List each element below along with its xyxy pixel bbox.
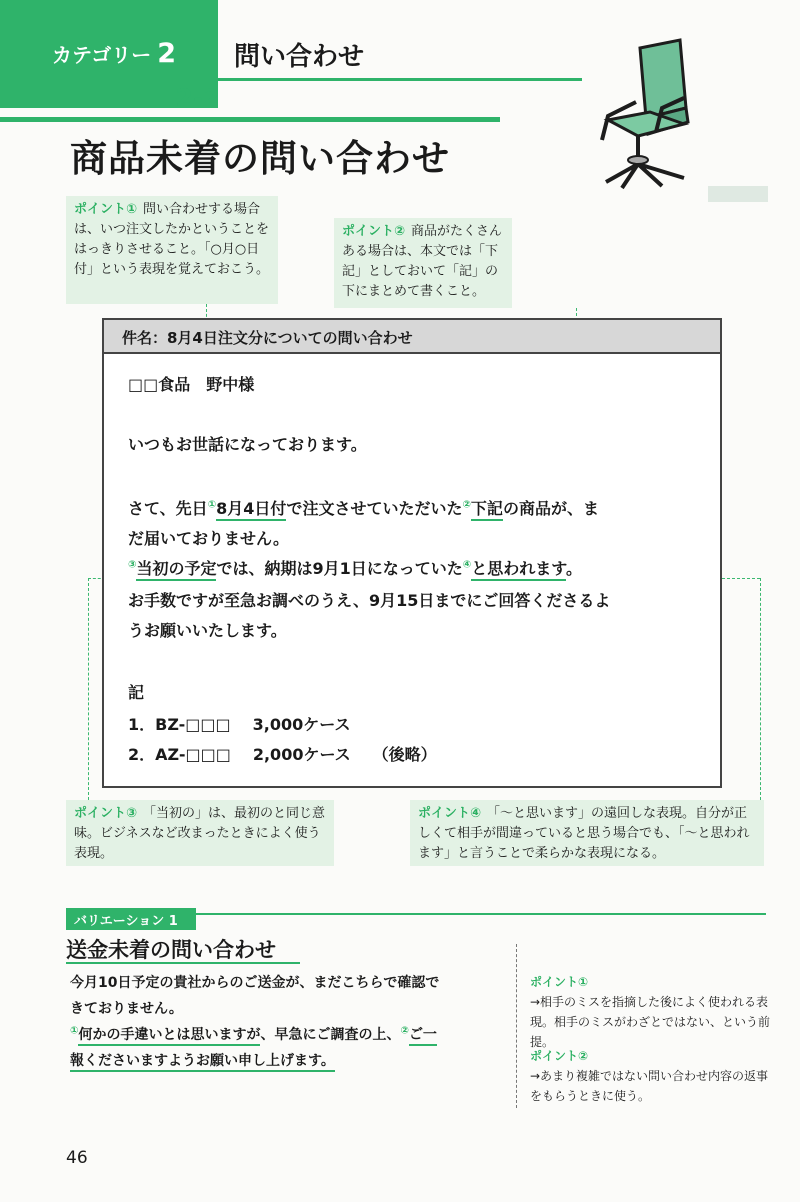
- email-line-1-post: の商品が、ま: [502, 499, 599, 518]
- page-number: 46: [66, 1148, 88, 1168]
- point-3-box: [66, 800, 334, 866]
- email-ki: 記: [128, 683, 145, 702]
- office-chair-illustration: [588, 36, 698, 196]
- marker-3: ③: [128, 559, 137, 571]
- email-greeting: いつもお世話になっております。: [128, 435, 367, 454]
- point-4-box: [410, 800, 764, 866]
- marker-4: ④: [462, 559, 472, 571]
- email-line-1-mid: で注文させていただいた: [286, 499, 463, 518]
- variation-point-2: [530, 1046, 770, 1106]
- section-rule: [0, 117, 500, 122]
- variation-line-3: [70, 1024, 437, 1044]
- underline-point-3: 当初の予定: [136, 559, 216, 581]
- email-line-3: [128, 556, 582, 579]
- item-1-code: 1．BZ-□□□: [128, 715, 231, 734]
- variation-underline-2a: ご一: [409, 1027, 437, 1046]
- variation-line-2: きておりません。: [70, 1001, 183, 1017]
- email-item-1: [128, 712, 350, 735]
- item-2-note: （後略）: [372, 745, 437, 764]
- point-2-label: ポイント②: [342, 224, 406, 239]
- email-line-4: お手数ですが至急お調べのうえ、9月15日までにご回答くださるよ: [128, 591, 611, 610]
- point-1-text: 問い合わせする場合は、いつ注文したかということをはっきりさせること。「○月○日付」という表現を覚えておこう。: [74, 202, 270, 277]
- header-rule: [218, 78, 582, 81]
- section-number: 2-2: [176, 84, 220, 112]
- email-line-2: だ届いておりません。: [128, 529, 289, 548]
- bleed-through-band: [708, 186, 768, 202]
- point-4-text: 「～と思います」の遠回しな表現。自分が正しくて相手が間違っていると思う場合でも、「～と思われます」と言うことで柔らかな表現になる。: [418, 806, 750, 861]
- variation-separator: [516, 944, 517, 1108]
- variation-tag: バリエーション 1: [66, 908, 196, 930]
- email-line-1: [128, 496, 599, 519]
- variation-line-4: [70, 1050, 335, 1070]
- item-2-code: 2．AZ-□□□: [128, 745, 231, 764]
- category-number: 2: [157, 38, 176, 69]
- point-1-label: ポイント①: [74, 202, 138, 217]
- variation-title: 送金未着の問い合わせ: [66, 938, 276, 962]
- variation-title-rule: [66, 962, 300, 964]
- point-2-box: [334, 218, 512, 308]
- underline-point-1: 8月4日付: [216, 499, 286, 521]
- variation-line-1: 今月10日予定の貴社からのご送金が、まだこちらで確認で: [70, 975, 440, 991]
- variation-underline-1: 何かの手違いとは思いますが: [78, 1027, 260, 1046]
- variation-point-1: [530, 972, 770, 1052]
- underline-point-2: 下記: [471, 499, 503, 521]
- email-line-1-pre: さて、先日: [128, 499, 208, 518]
- email-line-5: うお願いいたします。: [128, 621, 287, 640]
- variation-point-2-label: ポイント②: [530, 1049, 589, 1063]
- category-label-text: カテゴリー: [52, 43, 152, 67]
- point-3-text: 「当初の」は、最初のと同じ意味。ビジネスなど改まったときによく使う表現。: [74, 806, 326, 861]
- connector-point-3-v: [88, 578, 89, 800]
- page-title: 商品未着の問い合わせ: [70, 137, 450, 180]
- variation-underline-2b: 報くださいますようお願い申し上げます。: [70, 1053, 335, 1072]
- email-subject: 件名：8月4日注文分についての問い合わせ: [104, 320, 720, 354]
- variation-marker-2: ②: [400, 1025, 409, 1037]
- category-title: 問い合わせ: [234, 42, 365, 72]
- item-2-qty: 2,000ケース: [252, 745, 351, 764]
- category-label: [52, 38, 176, 69]
- variation-point-2-text: →あまり複雑ではない問い合わせ内容の返事をもらうときに使う。: [530, 1069, 769, 1103]
- point-1-box: [66, 196, 278, 304]
- underline-point-4: と思われます: [471, 559, 566, 581]
- email-addressee: □□食品 野中様: [128, 375, 255, 394]
- variation-line-3-mid: 、早急にご調査の上、: [260, 1027, 401, 1043]
- email-item-2: [128, 742, 437, 765]
- variation-point-1-text: →相手のミスを指摘した後によく使われる表現。相手のミスがわざとではない、という前提。: [530, 995, 771, 1049]
- point-3-label: ポイント③: [74, 806, 138, 821]
- marker-2: ②: [462, 499, 471, 511]
- email-line-3-post: 。: [565, 559, 582, 578]
- email-line-3-mid: では、納期は9月1日になっていた: [216, 559, 463, 578]
- marker-1: ①: [207, 499, 217, 511]
- connector-point-4-v: [760, 578, 761, 800]
- point-4-label: ポイント④: [418, 806, 482, 821]
- item-1-qty: 3,000ケース: [252, 715, 351, 734]
- variation-point-1-label: ポイント①: [530, 975, 589, 989]
- point-2-text: 商品がたくさんある場合は、本文では「下記」としておいて「記」の下にまとめて書くこと。: [342, 224, 503, 299]
- variation-marker-1: ①: [70, 1025, 79, 1037]
